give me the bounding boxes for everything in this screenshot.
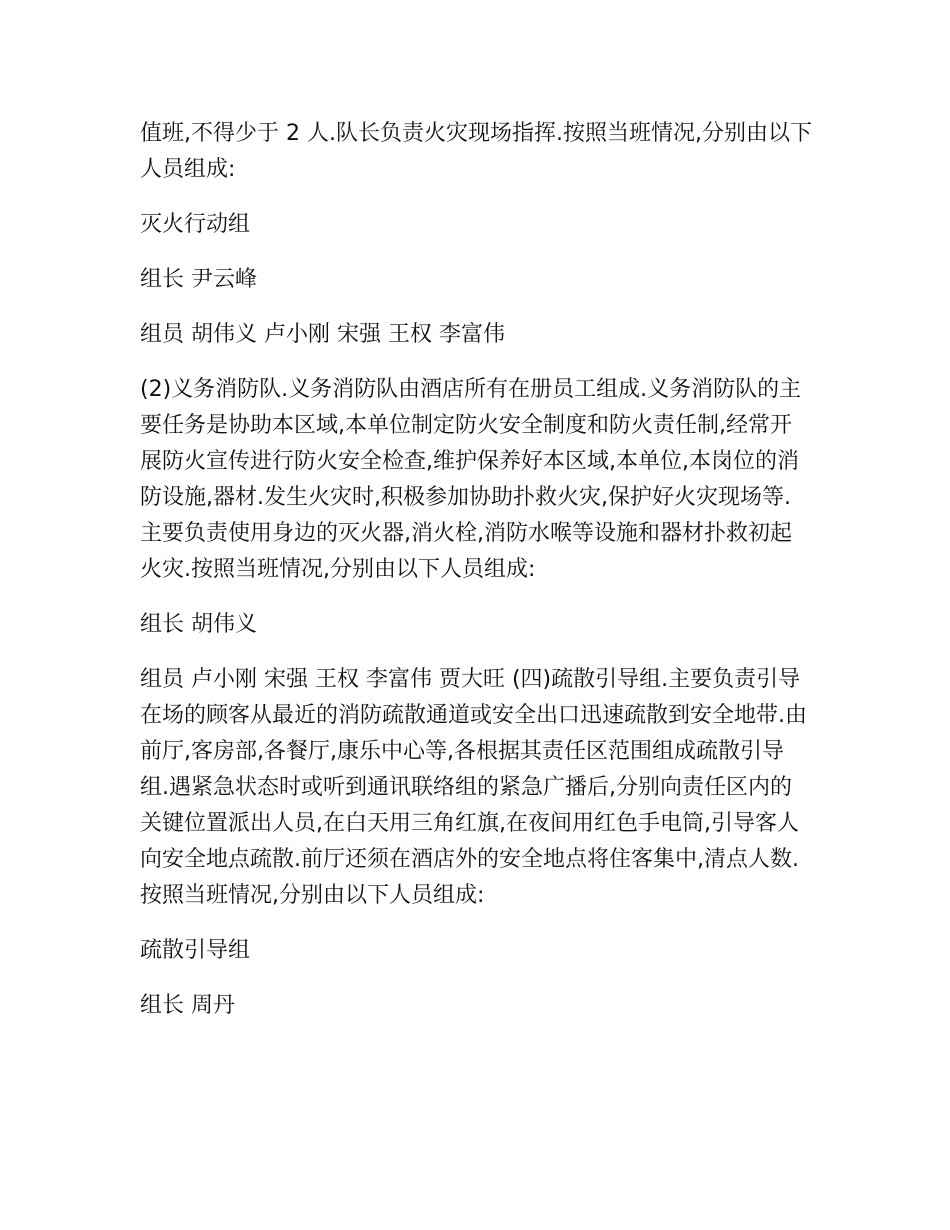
heading-evacuation-guide-group: 疏散引导组 <box>140 938 251 963</box>
fire-action-group-members: 组员 胡伟义 卢小刚 宋强 王权 李富伟 <box>140 322 505 347</box>
paragraph-volunteer-fire-brigade: (2)义务消防队.义务消防队由酒店所有在册员工组成.义务消防队的主要任务是协助本区域,本单位制定防火安全制度和防火责任制,经常开展防火宣传进行防火安全检查,维护保养好本区域,本单位,本岗位的消防设施,器材.发生火灾时,积极参加协助扑救火灾,保护好火灾现场等.主要负责使用身边的灭火器,消火栓,消防水喉等设施和器材扑救初起火灾.按照当班情况,分别由以下人员组成: <box>140 377 802 582</box>
evacuation-group-leader: 组长 周丹 <box>140 993 235 1018</box>
document-page <box>140 116 812 1043</box>
paragraph-duty-intro: 值班,不得少于 2 人.队长负责火灾现场指挥.按照当班情况,分别由以下人员组成: <box>140 121 812 182</box>
paragraph-evacuation-guide-group: 组员 卢小刚 宋强 王权 李富伟 贾大旺 (四)疏散引导组.主要负责引导在场的顾客从最近的消防疏散通道或安全出口迅速疏散到安全地带.由前厅,客房部,各餐厅,康乐中心等,各根据其责任区范围组成疏散引导组.遇紧急状态时或听到通讯联络组的紧急广播后,分别向责任区内的关键位置派出人员,在白天用三角红旗,在夜间用红色手电筒,引导客人向安全地点疏散.前厅还须在酒店外的安全地点将住客集中,清点人数.按照当班情况,分别由以下人员组成: <box>140 667 807 908</box>
heading-fire-action-group: 灭火行动组 <box>140 212 251 237</box>
volunteer-brigade-leader: 组长 胡伟义 <box>140 612 257 637</box>
fire-action-group-leader: 组长 尹云峰 <box>140 267 257 292</box>
